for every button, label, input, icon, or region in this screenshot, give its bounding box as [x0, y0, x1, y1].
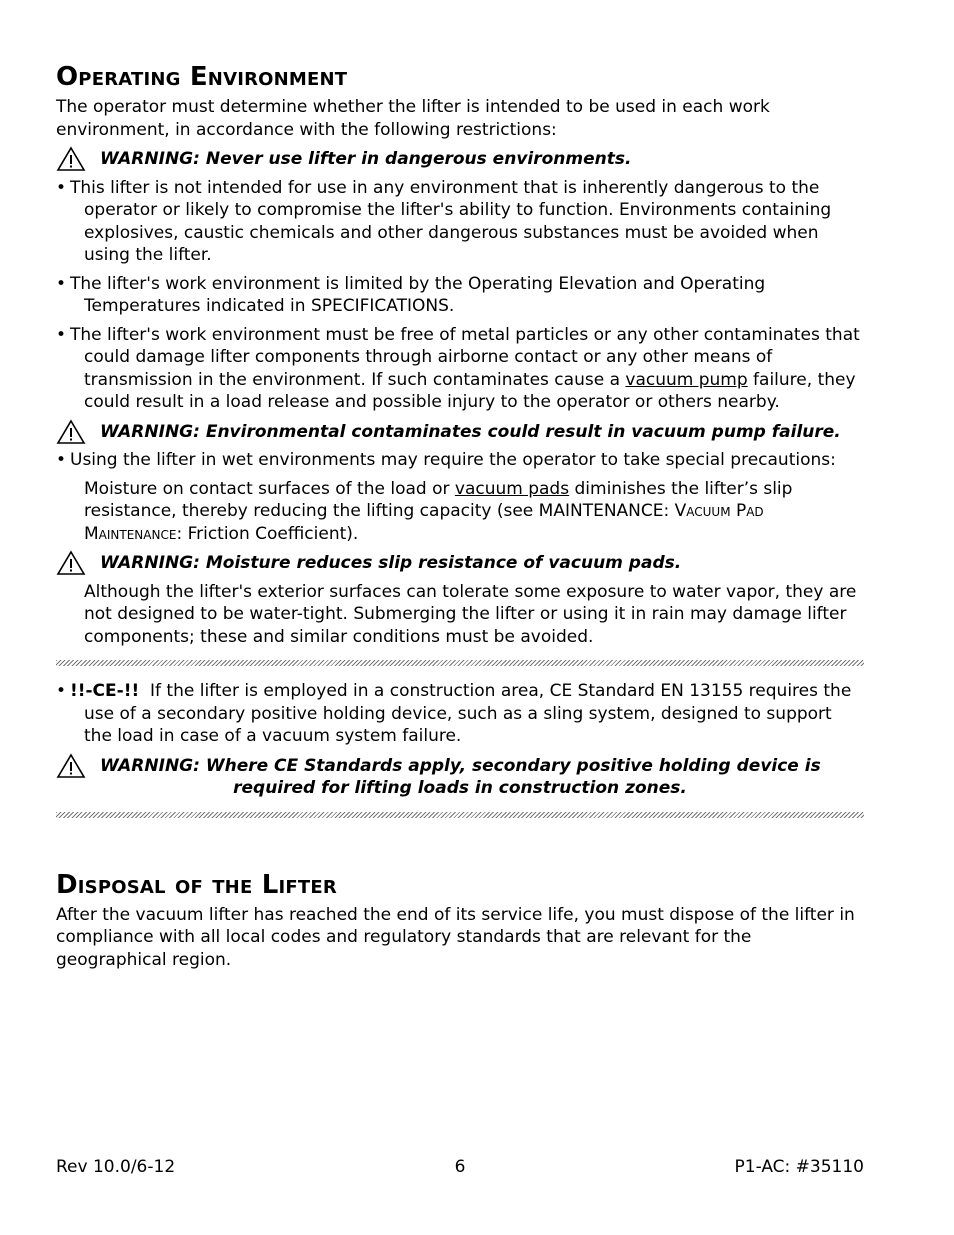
warning-moisture [56, 552, 864, 575]
bullet-text: If the lifter is employed in a construction area, CE Standard EN 13155 requires the use of a secondary positive holding device, such as a sling system, designed to support the load in case of a vacuum system failure. [84, 681, 857, 746]
document-page [56, 0, 864, 971]
ce-label: !!-CE-!! [70, 681, 140, 701]
warning-triangle-icon [56, 419, 86, 445]
bullet-work-environment-limits: • The lifter's work environment is limited by the Operating Elevation and Operating Temperatures indicated in SPECIFICATIONS. [56, 273, 766, 316]
revision-label: Rev 10.0/6-12 [56, 1157, 176, 1177]
paragraph-text: : Friction Coefficient). [176, 523, 359, 544]
warning-ce-holding-device [56, 755, 864, 800]
paragraph-text: Vacuum Pad Maintenance [84, 501, 764, 544]
section-title-operating-environment: Operating Environment [56, 62, 348, 92]
bullet-text: This lifter is not intended for use in any environment that is inherently dangerous to the operator or likely to compromise the lifter's ability to function. Environments containing explosives, caustic chemicals and other dangerous substances must be avoided when using the lifter. [70, 177, 832, 265]
divider [56, 812, 864, 818]
disposal-paragraph: After the vacuum lifter has reached the end of its service life, you must dispose of the lifter in compliance with all local codes and regulatory standards that are relevant for the geographical region. [56, 904, 855, 970]
bullet-text: The lifter's work environment must be free of metal particles or any other contaminates that could damage lifter components through airborne contact or any other means of transmission in the environment. If such contaminates cause a [70, 324, 860, 390]
warning-text: WARNING: Environmental contaminates could result in vacuum pump failure. [100, 421, 841, 442]
warning-dangerous-environments [56, 148, 864, 171]
paragraph-text: Moisture on contact surfaces of the load or [84, 478, 455, 499]
warning-text: WARNING: Never use lifter in dangerous environments. [100, 149, 632, 169]
water-tight-paragraph: Although the lifter's exterior surfaces can tolerate some exposure to water vapor, they are not designed to be water-tight. Submerging the lifter or using it in rain may damage lifter components; these and similar conditions must be avoided. [84, 581, 857, 647]
bullet-text: failure, they could result in a load release and possible injury to the operator or others nearby. [84, 369, 856, 412]
model-number: P1-AC: #35110 [734, 1157, 864, 1177]
warning-triangle-icon [56, 550, 86, 576]
warning-triangle-icon [56, 146, 86, 172]
bullet-text: Using the lifter in wet environments may require the operator to take special precautions: [70, 450, 836, 470]
warning-triangle-icon [56, 753, 86, 779]
vacuum-pads-link[interactable]: vacuum pads [454, 478, 570, 499]
vacuum-pump-link[interactable]: vacuum pump [625, 369, 748, 390]
moisture-paragraph [56, 478, 864, 546]
bullet-contaminates: • The lifter's work environment must be free of metal particles or any other contaminates that could damage lifter components through airborne contact or any other means of transmission in the environment. If such contaminates cause a vacuum pump failure, they could result in a load release and possible injury to the operator or others nearby. [56, 324, 860, 412]
bullet-wet-environments: • Using the lifter in wet environments may require the operator to take special precautions: [56, 450, 836, 470]
page-footer [56, 1156, 864, 1180]
intro-paragraph: The operator must determine whether the lifter is intended to be used in each work environment, in accordance with the following restrictions: [56, 97, 770, 140]
divider [56, 660, 864, 666]
bullet-text: The lifter's work environment is limited by the Operating Elevation and Operating Temperatures indicated in SPECIFICATIONS. [70, 273, 766, 316]
section-title-disposal: Disposal of the Lifter [56, 869, 337, 900]
page-number: 6 [454, 1157, 466, 1177]
paragraph-text: diminishes the lifter’s slip resistance, thereby reducing the lifting capacity (see MAINTENANCE: [84, 478, 793, 521]
bullet-ce-standard: • !!-CE-!! If the lifter is employed in a construction area, CE Standard EN 13155 requires the use of a secondary positive holding device, such as a sling system, designed to support the load in case of a vacuum system failure. [56, 681, 857, 746]
bullet-dangerous-environment: • This lifter is not intended for use in any environment that is inherently dangerous to the operator or likely to compromise the lifter's ability to function. Environments containing explosives, caustic chemicals and other dangerous substances must be avoided when using the lifter. [56, 177, 832, 265]
warning-contaminates [56, 421, 864, 444]
warning-text: required for lifting loads in construction zones. [233, 778, 687, 798]
warning-text: WARNING: Moisture reduces slip resistance of vacuum pads. [100, 553, 682, 573]
warning-text: WARNING: Where CE Standards apply, secondary positive holding device is [100, 755, 821, 776]
